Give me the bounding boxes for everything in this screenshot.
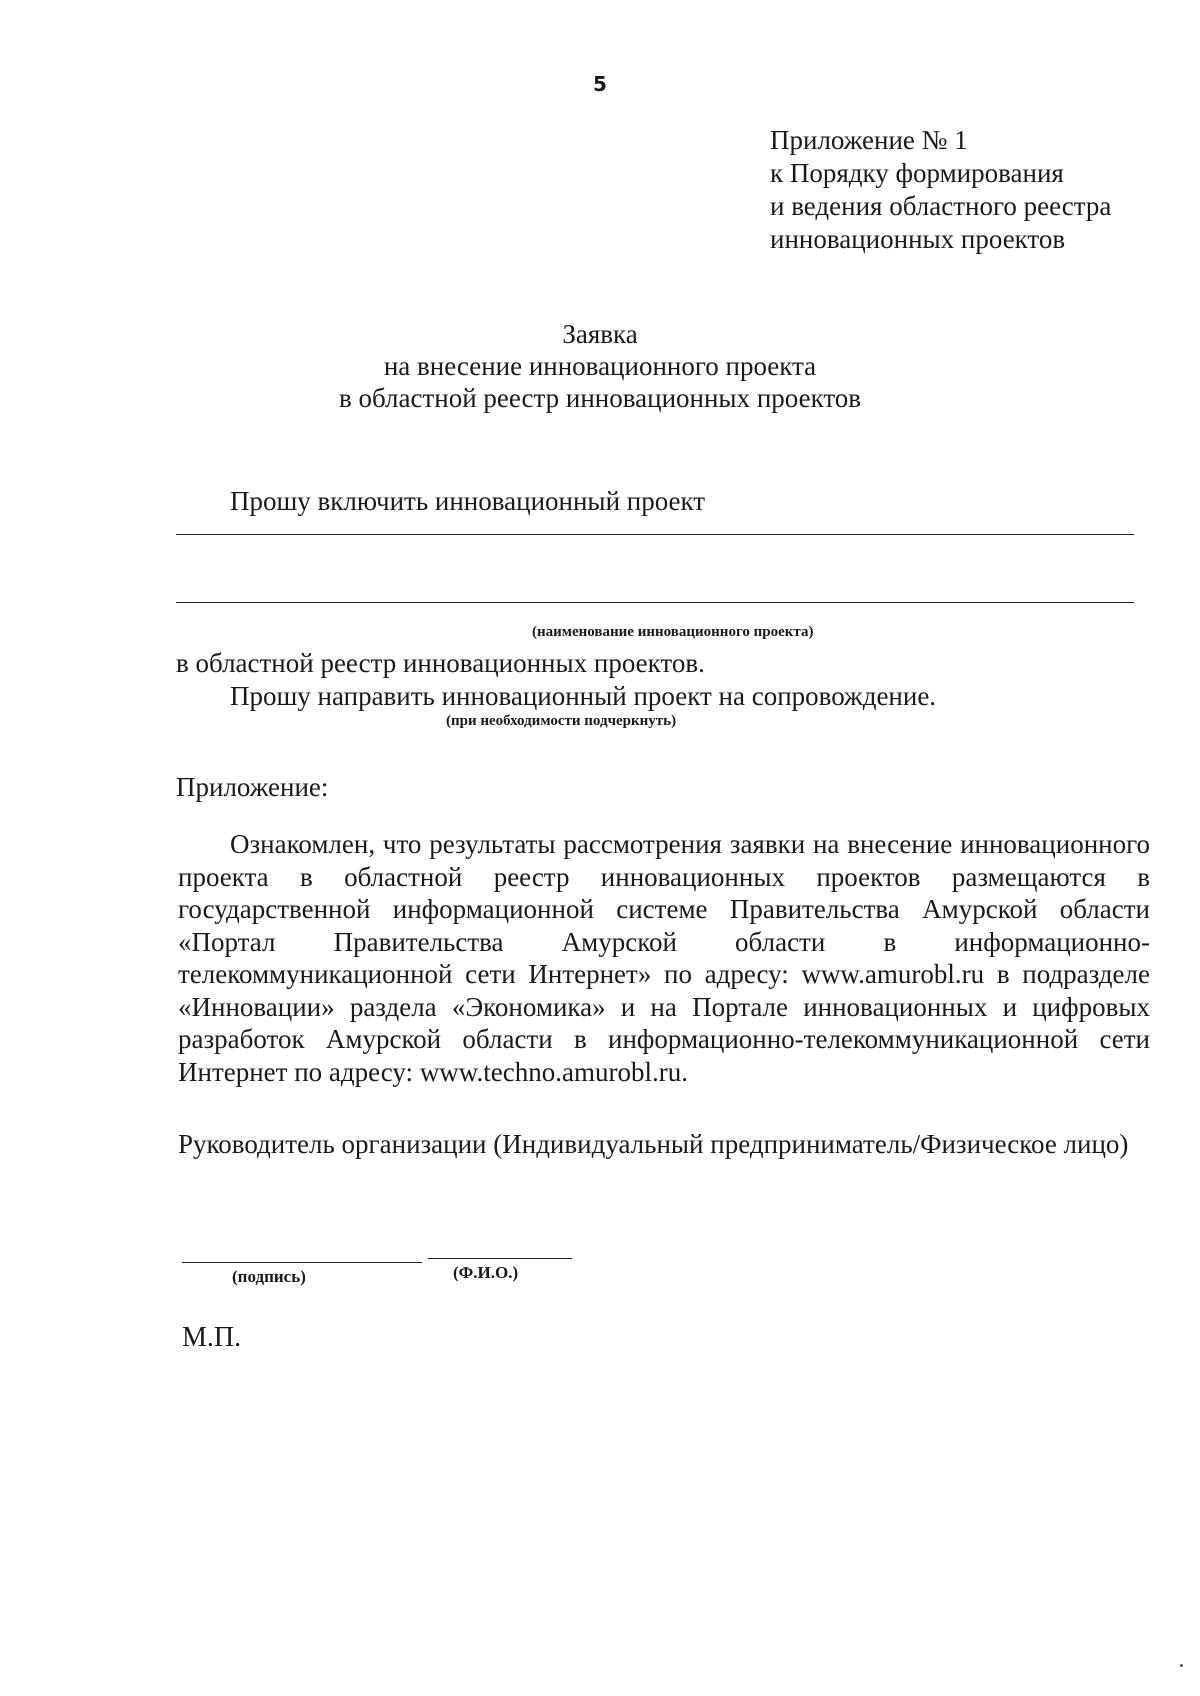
- stamp-label: М.П.: [182, 1322, 242, 1353]
- appendix-header: [770, 124, 1111, 256]
- appendix-title: Приложение № 1: [770, 125, 968, 155]
- title-subline: в областной реестр инновационных проектов: [338, 383, 862, 413]
- document-title: [0, 318, 1200, 414]
- registry-line: в областной реестр инновационных проектов.: [176, 648, 705, 678]
- appendix-ref-line: инновационных проектов: [770, 224, 1066, 254]
- page-number: 5: [593, 72, 607, 96]
- title-subline: на внесение инновационного проекта: [383, 351, 817, 381]
- fio-caption: (Ф.И.О.): [453, 1263, 519, 1282]
- acknowledgement-text: Ознакомлен, что результаты рассмотрения заявки на внесение инновационного проекта в областной реестр инновационных проектов размещаются в государственной информационной системе Правительства Амурской области «Портал Правительства Амурской области в информационно-телекоммуникационной сети Интернет» по адресу: www.amurobl.ru в подразделе «Инновации» раздела «Экономика» и на Портале инновационных и цифровых разработок Амурской области в информационно-телекоммуникационной сети Интернет по адресу: www.techno.amurobl.ru.: [178, 829, 1150, 1087]
- head-label-text: Руководитель организации (Индивидуальный предприниматель/Физическое лицо): [178, 1129, 1129, 1159]
- attachment-label: Приложение:: [176, 772, 329, 802]
- project-name-hint: (наименование инновационного проекта): [532, 624, 814, 640]
- scan-speck: [1180, 1664, 1183, 1667]
- appendix-ref-line: к Порядку формирования: [770, 158, 1064, 188]
- project-name-field-line-2[interactable]: [176, 602, 1134, 603]
- project-name-field-line-1[interactable]: [176, 534, 1134, 535]
- fio-line[interactable]: [428, 1258, 572, 1259]
- signature-line[interactable]: [182, 1262, 422, 1263]
- underline-hint: (при необходимости подчеркнуть): [446, 713, 677, 729]
- title-heading: Заявка: [562, 319, 638, 349]
- request-line: Прошу включить инновационный проект: [230, 486, 706, 516]
- signature-caption: (подпись): [232, 1267, 306, 1286]
- head-label-paragraph: [178, 1128, 1150, 1161]
- support-request-line: Прошу направить инновационный проект на сопровождение.: [230, 681, 937, 711]
- acknowledgement-paragraph: [178, 828, 1150, 1088]
- appendix-ref-line: и ведения областного реестра: [770, 191, 1112, 221]
